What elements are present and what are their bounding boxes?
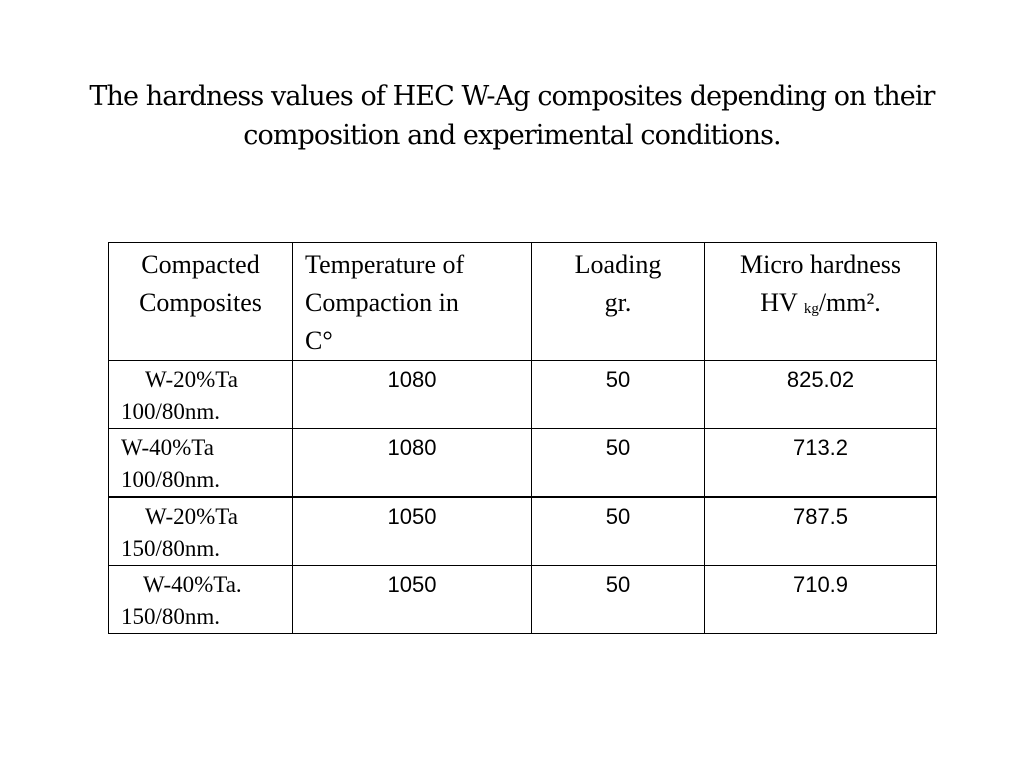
cell-loading: 50 bbox=[532, 497, 705, 566]
table-row bbox=[109, 429, 937, 498]
composite-grain-size: 150/80nm. bbox=[121, 536, 221, 561]
header-composites-line-1: Compacted bbox=[141, 250, 260, 279]
header-composites-line-2: Composites bbox=[139, 288, 262, 317]
cell-hardness: 825.02 bbox=[705, 361, 937, 429]
header-hardness-unit-rest: /mm². bbox=[818, 288, 881, 317]
hardness-table bbox=[108, 242, 937, 634]
cell-composite bbox=[109, 361, 293, 429]
table-row bbox=[109, 566, 937, 634]
slide-title-line-1: The hardness values of HEC W-Ag composites depending on their bbox=[89, 81, 935, 112]
header-hardness-line-1: Micro hardness bbox=[739, 250, 901, 279]
composite-grain-size: 150/80nm. bbox=[121, 604, 221, 629]
header-temperature-line-3: C° bbox=[305, 326, 333, 355]
cell-composite bbox=[109, 566, 293, 634]
cell-temperature: 1050 bbox=[293, 497, 532, 566]
cell-loading: 50 bbox=[532, 429, 705, 498]
cell-temperature: 1050 bbox=[293, 566, 532, 634]
cell-hardness: 713.2 bbox=[705, 429, 937, 498]
cell-loading: 50 bbox=[532, 361, 705, 429]
header-hardness-prefix: HV bbox=[760, 288, 804, 317]
cell-temperature: 1080 bbox=[293, 429, 532, 498]
cell-hardness: 787.5 bbox=[705, 497, 937, 566]
composite-grain-size: 100/80nm. bbox=[121, 399, 221, 424]
composite-name: W-20%Ta bbox=[145, 367, 238, 392]
cell-composite bbox=[109, 429, 293, 498]
header-temperature bbox=[293, 243, 532, 361]
slide-title bbox=[20, 77, 1004, 155]
cell-loading: 50 bbox=[532, 566, 705, 634]
header-loading bbox=[532, 243, 705, 361]
composite-grain-size: 100/80nm. bbox=[121, 467, 221, 492]
composite-name: W-20%Ta bbox=[145, 504, 238, 529]
composite-name: W-40%Ta. bbox=[143, 572, 242, 597]
cell-composite bbox=[109, 497, 293, 566]
table-row bbox=[109, 361, 937, 429]
table-row bbox=[109, 497, 937, 566]
header-loading-line-1: Loading bbox=[574, 250, 662, 279]
composite-name: W-40%Ta bbox=[121, 435, 214, 460]
header-temperature-line-1: Temperature of bbox=[305, 250, 465, 279]
header-temperature-line-2: Compaction in bbox=[305, 288, 459, 317]
table-header-row bbox=[109, 243, 937, 361]
header-micro-hardness bbox=[705, 243, 937, 361]
cell-hardness: 710.9 bbox=[705, 566, 937, 634]
slide-title-line-2: composition and experimental conditions. bbox=[243, 120, 781, 151]
header-loading-line-2: gr. bbox=[604, 288, 632, 317]
header-hardness-unit-small: kg bbox=[803, 301, 819, 317]
header-compacted-composites bbox=[109, 243, 293, 361]
cell-temperature: 1080 bbox=[293, 361, 532, 429]
